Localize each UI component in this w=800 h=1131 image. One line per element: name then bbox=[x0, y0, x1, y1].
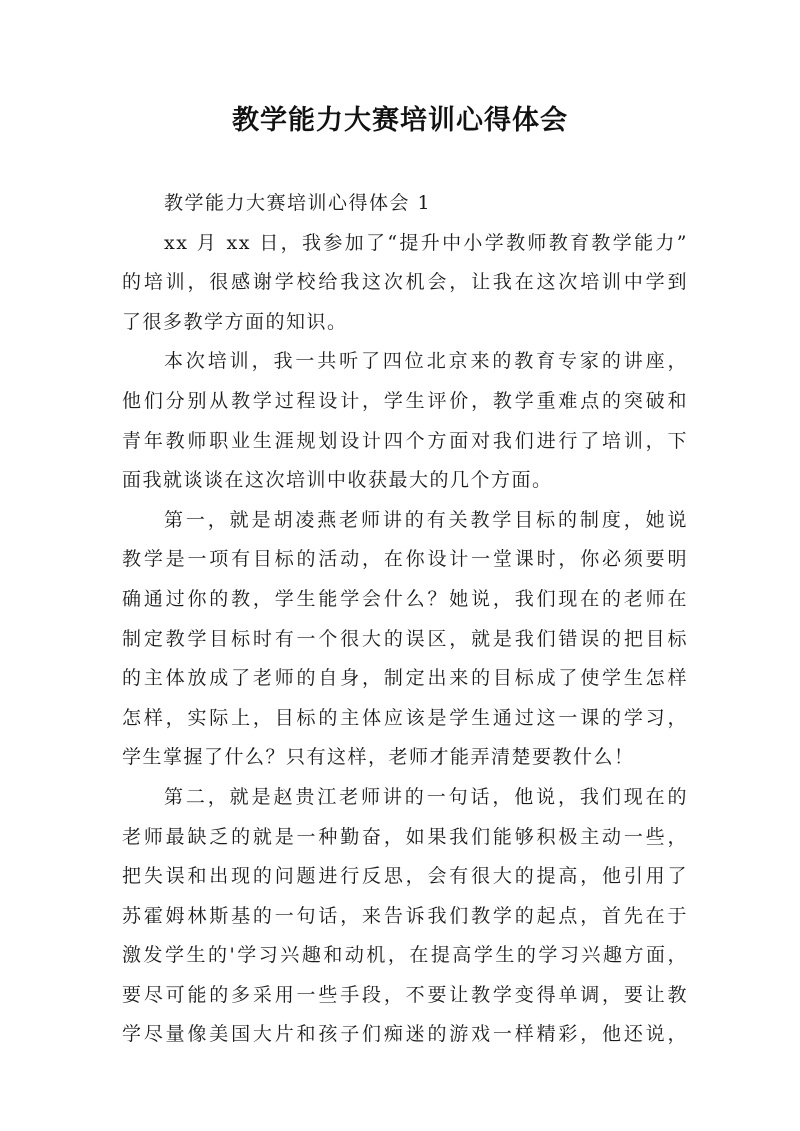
paragraph-line: 制定教学目标时有一个很大的误区，就是我们错误的把目标 bbox=[122, 627, 688, 650]
paragraph-line: xx 月 xx 日，我参加了“提升中小学教师教育教学能力” bbox=[164, 231, 688, 254]
paragraph-3 bbox=[122, 501, 688, 778]
paragraph-2 bbox=[122, 342, 688, 500]
paragraph-line: 他们分别从教学过程设计，学生评价，教学重难点的突破和 bbox=[122, 389, 688, 412]
paragraph-line: 激发学生的'学习兴趣和动机，在提高学生的学习兴趣方面， bbox=[122, 944, 688, 967]
paragraph-line: 怎样，实际上，目标的主体应该是学生通过这一课的学习， bbox=[122, 706, 688, 729]
paragraph-line: 确通过你的教，学生能学会什么？她说，我们现在的老师在 bbox=[122, 587, 688, 610]
paragraph-1 bbox=[122, 224, 688, 343]
paragraph-line: 苏霍姆林斯基的一句话，来告诉我们教学的起点，首先在于 bbox=[122, 904, 688, 927]
paragraph-line: 老师最缺乏的就是一种勤奋，如果我们能够积极主动一些， bbox=[122, 825, 688, 848]
paragraph-line: 教学是一项有目标的活动，在你设计一堂课时，你必须要明 bbox=[122, 548, 688, 571]
paragraph-line: 面我就谈谈在这次培训中收获最大的几个方面。 bbox=[122, 469, 553, 492]
document-subtitle: 教学能力大赛培训心得体会 1 bbox=[164, 192, 432, 214]
paragraph-line: 的培训，很感谢学校给我这次机会，让我在这次培训中学到 bbox=[122, 271, 688, 294]
paragraph-line: 要尽可能的多采用一些手段，不要让教学变得单调，要让教 bbox=[122, 983, 688, 1006]
paragraph-4 bbox=[122, 778, 688, 1055]
paragraph-line: 的主体放成了老师的自身，制定出来的目标成了使学生怎样 bbox=[122, 667, 688, 690]
paragraph-line: 把失误和出现的问题进行反思，会有很大的提高，他引用了 bbox=[122, 865, 688, 888]
paragraph-line: 第一，就是胡凌燕老师讲的有关教学目标的制度，她说 bbox=[164, 508, 688, 531]
document-title: 教学能力大赛培训心得体会 bbox=[232, 105, 568, 136]
paragraph-line: 青年教师职业生涯规划设计四个方面对我们进行了培训，下 bbox=[122, 429, 688, 452]
paragraph-line: 第二，就是赵贵江老师讲的一句话，他说，我们现在的 bbox=[164, 785, 688, 808]
paragraph-line: 学尽量像美国大片和孩子们痴迷的游戏一样精彩，他还说， bbox=[122, 1023, 688, 1046]
paragraph-line: 本次培训，我一共听了四位北京来的教育专家的讲座， bbox=[164, 350, 688, 373]
paragraph-line: 了很多教学方面的知识。 bbox=[122, 310, 348, 333]
paragraph-line: 学生掌握了什么？只有这样，老师才能弄清楚要教什么！ bbox=[122, 746, 635, 769]
document-body bbox=[122, 184, 688, 1055]
